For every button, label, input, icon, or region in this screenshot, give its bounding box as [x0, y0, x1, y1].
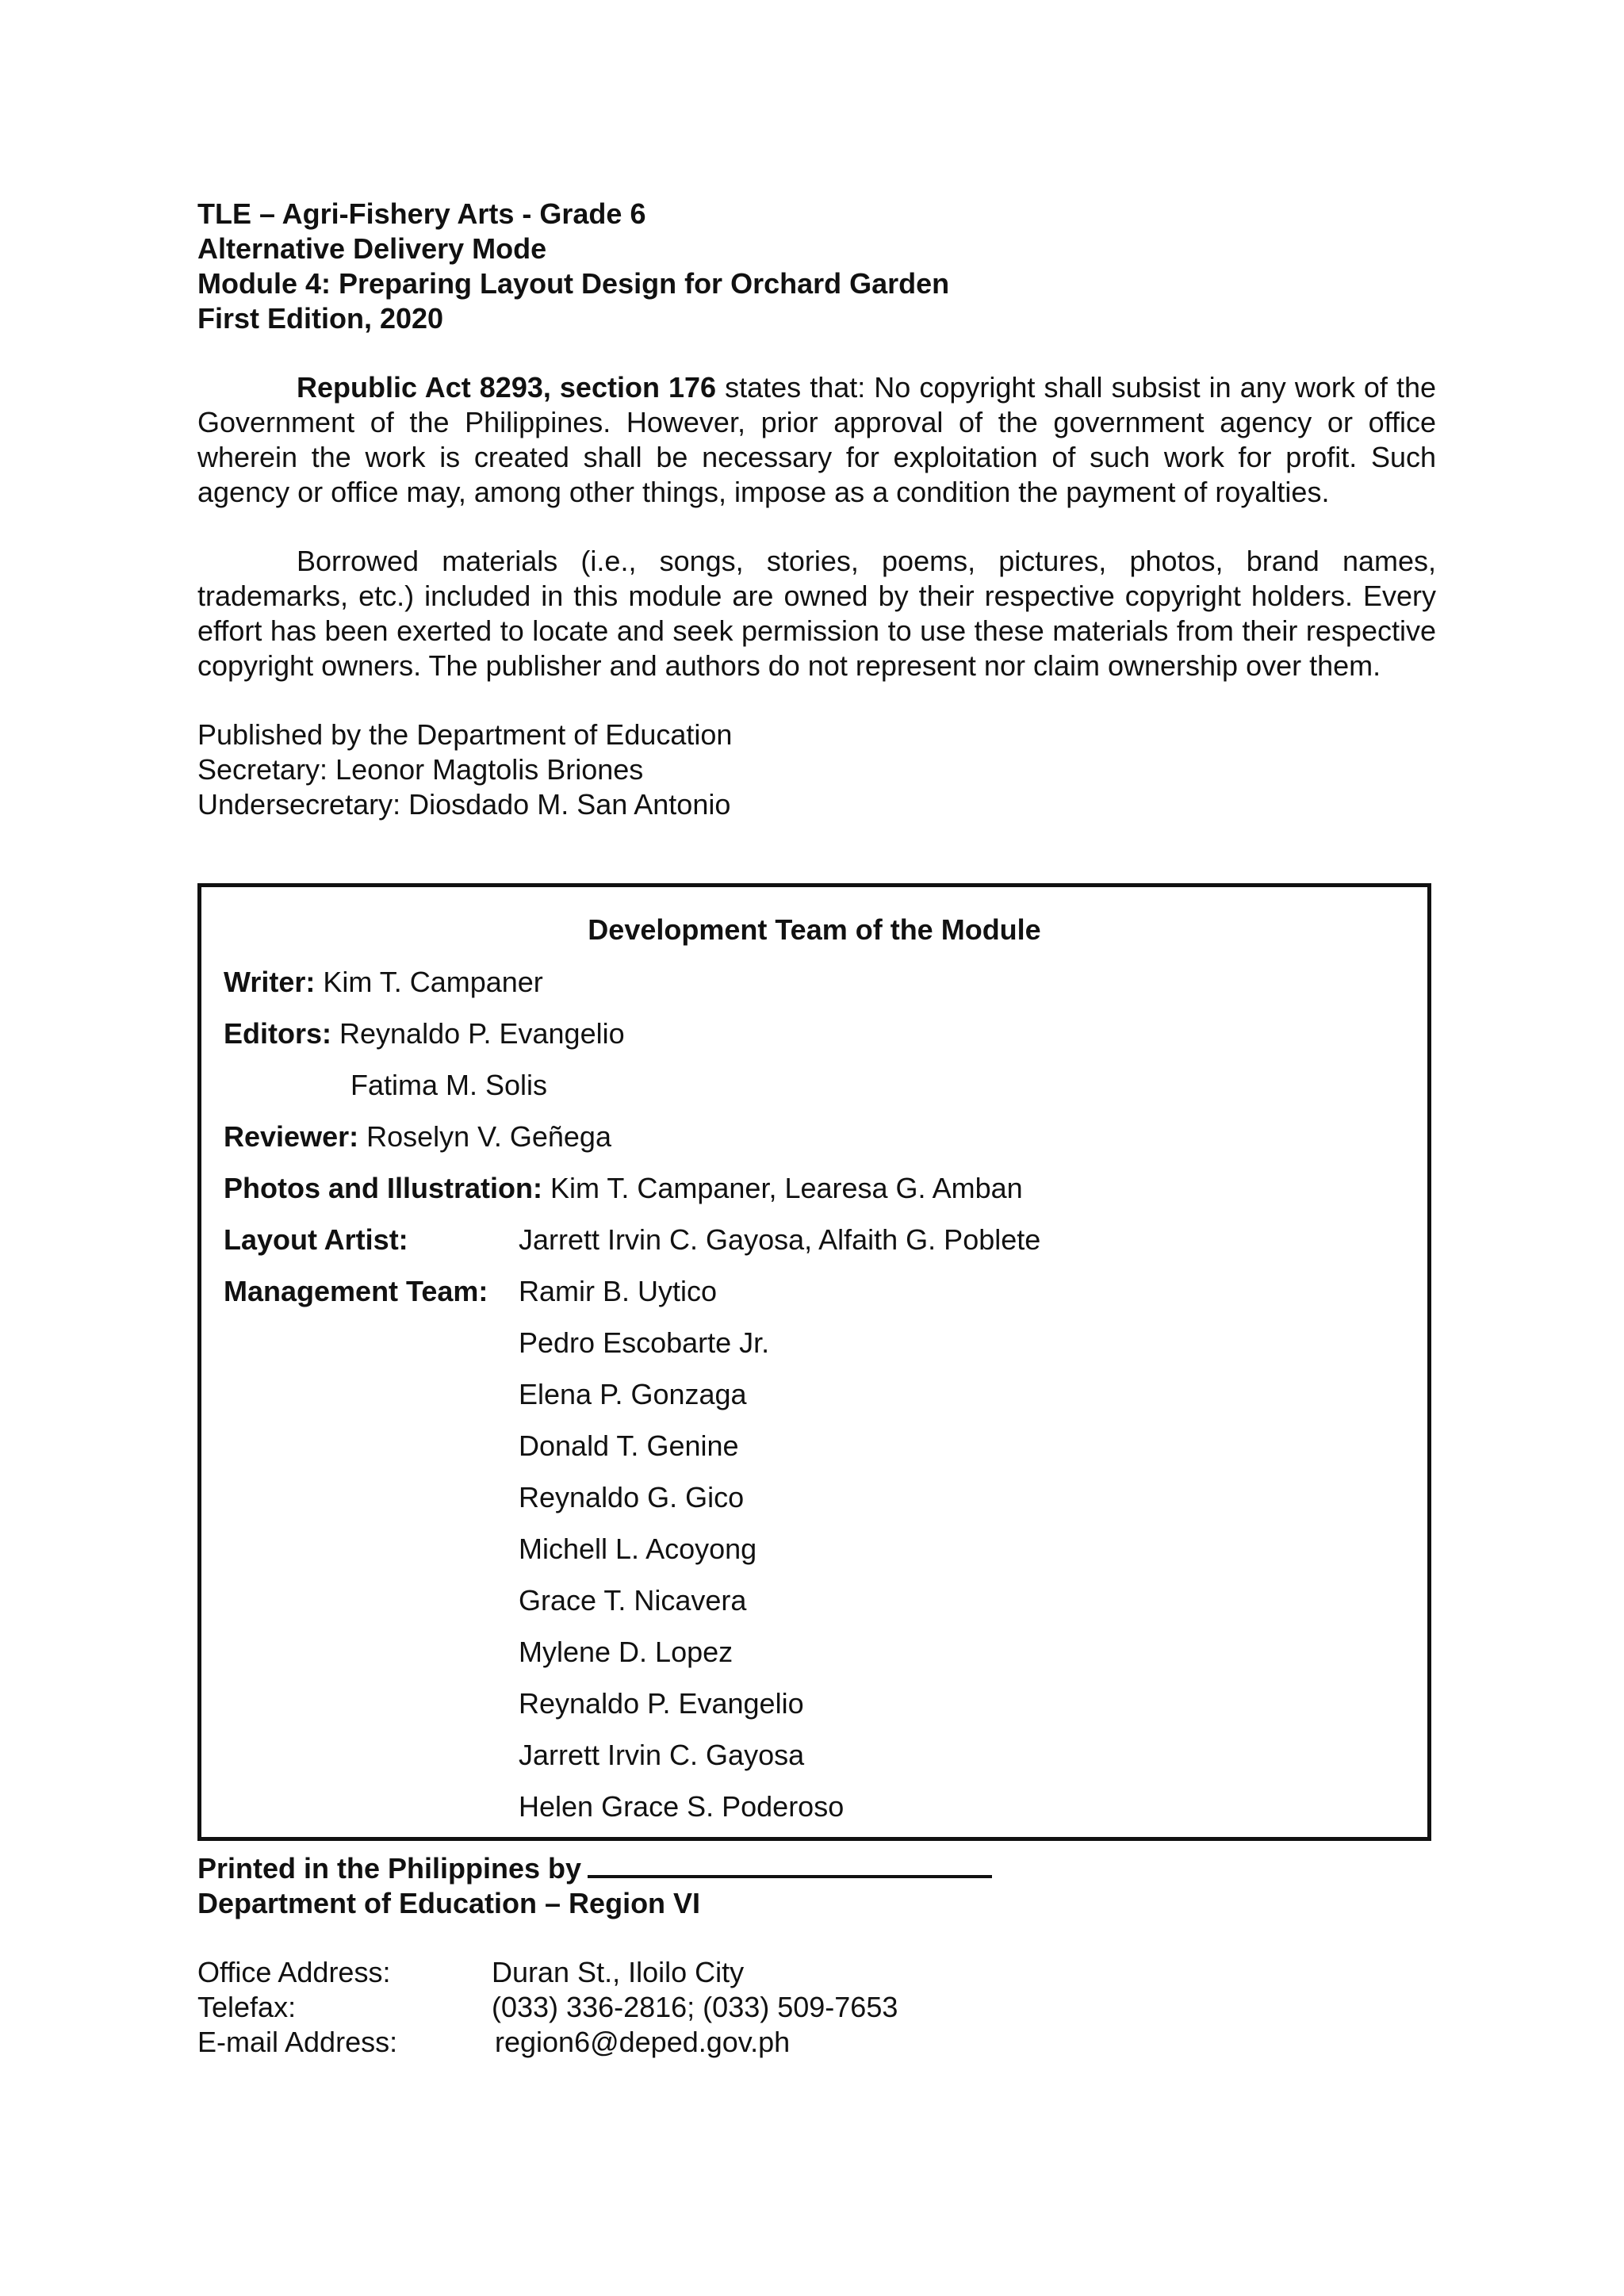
management-member: Helen Grace S. Poderoso — [519, 1790, 845, 1823]
office-address: Duran St., Iloilo City — [492, 1956, 745, 1988]
management-member: Donald T. Genine — [519, 1429, 739, 1462]
layout-artist-label: Layout Artist: — [224, 1223, 408, 1256]
region-line: Department of Education – Region VI — [197, 1887, 701, 1919]
editors-label: Editors: — [224, 1017, 332, 1050]
office-address-label: Office Address: — [197, 1956, 391, 1988]
printed-line — [197, 1850, 992, 1886]
photos-label: Photos and Illustration: — [224, 1172, 542, 1204]
management-member: Elena P. Gonzaga — [519, 1378, 747, 1410]
subject-title: TLE – Agri-Fishery Arts - Grade 6 — [197, 197, 646, 230]
publisher-block — [197, 718, 1436, 822]
reviewer-name: Roselyn V. Geñega — [358, 1120, 611, 1153]
copyright-paragraph — [197, 370, 1436, 510]
layout-artist-names: Jarrett Irvin C. Gayosa, Alfaith G. Poblete — [519, 1223, 1041, 1256]
printed-by-block — [197, 1850, 992, 1921]
layout-artist-row — [224, 1223, 408, 1257]
editor-name: Reynaldo P. Evangelio — [331, 1017, 625, 1050]
telefax-number: (033) 336-2816; (033) 509-7653 — [492, 1991, 898, 2023]
management-label: Management Team: — [224, 1275, 488, 1307]
copyright-text: states that: No copyright shall subsist in any work of the Government of the Philippines. However, prior approval of the government agency or office wherein the work is created shall be necessary for exploitation of such work for profit. Such agency or office may, among other things, impose as a condition the payment of royalties. — [197, 371, 1436, 508]
editors-row — [224, 1016, 625, 1051]
printer-blank-line — [588, 1850, 992, 1878]
development-team-box — [197, 883, 1431, 1841]
borrowed-materials-paragraph: Borrowed materials (i.e., songs, stories, poems, pictures, photos, brand names, trademarks, etc.) included in this module are owned by their respective copyright holders. Every effort has been exerted to locate and seek permission to use these materials from their respective copyright owners. The publisher and authors do not represent nor claim ownership over them. — [197, 545, 1436, 682]
reviewer-label: Reviewer: — [224, 1120, 359, 1153]
management-row — [224, 1274, 488, 1309]
management-member: Reynaldo G. Gico — [519, 1481, 745, 1513]
publisher-line: Published by the Department of Education — [197, 718, 733, 751]
email-address: region6@deped.gov.ph — [495, 2026, 791, 2058]
writer-row — [224, 965, 543, 1000]
secretary-line: Secretary: Leonor Magtolis Briones — [197, 753, 644, 786]
edition: First Edition, 2020 — [197, 302, 444, 335]
management-member: Grace T. Nicavera — [519, 1584, 747, 1617]
printed-label: Printed in the Philippines by — [197, 1852, 582, 1885]
undersecretary-line: Undersecretary: Diosdado M. San Antonio — [197, 788, 731, 821]
photos-row — [224, 1171, 1023, 1206]
team-title: Development Team of the Module — [588, 913, 1041, 946]
email-label: E-mail Address: — [197, 2026, 398, 2058]
title-block — [197, 197, 1436, 336]
writer-name: Kim T. Campaner — [315, 966, 543, 998]
management-member: Mylene D. Lopez — [519, 1636, 733, 1668]
photos-names: Kim T. Campaner, Learesa G. Amban — [542, 1172, 1023, 1204]
management-member: Michell L. Acoyong — [519, 1533, 757, 1565]
management-member: Reynaldo P. Evangelio — [519, 1687, 804, 1720]
document-page — [197, 197, 1436, 822]
telefax-label: Telefax: — [197, 1991, 297, 2023]
management-member: Jarrett Irvin C. Gayosa — [519, 1739, 805, 1771]
editor-name-2: Fatima M. Solis — [350, 1069, 548, 1101]
management-member: Pedro Escobarte Jr. — [519, 1326, 770, 1359]
delivery-mode: Alternative Delivery Mode — [197, 232, 547, 265]
copyright-law-ref: Republic Act 8293, section 176 — [297, 371, 717, 404]
writer-label: Writer: — [224, 966, 316, 998]
reviewer-row — [224, 1119, 611, 1154]
management-member: Ramir B. Uytico — [519, 1275, 718, 1307]
module-title: Module 4: Preparing Layout Design for Orchard Garden — [197, 267, 950, 300]
